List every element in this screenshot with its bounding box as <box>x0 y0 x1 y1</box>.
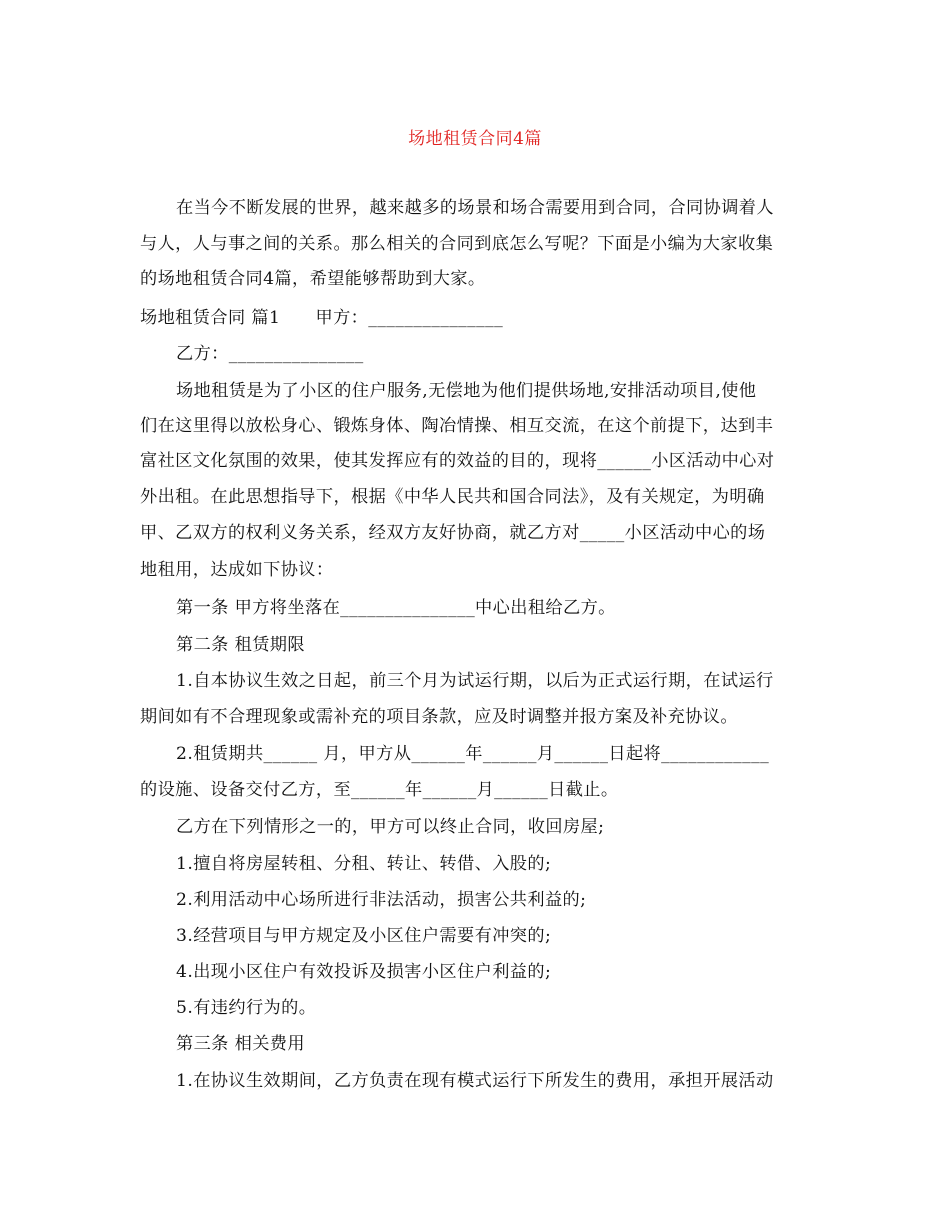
paragraph-line: 与人，人与事之间的关系。那么相关的合同到底怎么写呢？下面是小编为大家收集 <box>140 234 774 254</box>
document-title: 场地租赁合同4篇 <box>408 129 542 149</box>
clause-line: 乙方在下列情形之一的，甲方可以终止合同，收回房屋; <box>176 817 605 837</box>
paragraph-line: 场地租赁是为了小区的住户服务,无偿地为他们提供场地,安排活动项目,使他 <box>176 381 757 401</box>
paragraph-line: 外出租。在此思想指导下，根据《中华人民共和国合同法》，及有关规定，为明确 <box>140 487 765 507</box>
paragraph-line: 地租用，达成如下协议： <box>140 560 334 580</box>
paragraph-line: 在当今不断发展的世界，越来越多的场景和场合需要用到合同，合同协调着人 <box>176 198 774 218</box>
clause-line: 的设施、设备交付乙方，至______年______月______日截止。 <box>140 780 619 800</box>
article-line: 第一条 甲方将坐落在_______________中心出租给乙方。 <box>176 598 616 618</box>
list-item: 1.擅自将房屋转租、分租、转让、转借、入股的; <box>176 854 552 874</box>
article-heading: 第二条 租赁期限 <box>176 635 305 655</box>
clause-line: 1.自本协议生效之日起，前三个月为试运行期，以后为正式运行期，在试运行 <box>176 671 774 691</box>
paragraph-line: 们在这里得以放松身心、锻炼身体、陶冶情操、相互交流，在这个前提下，达到丰 <box>140 416 774 436</box>
contract-heading-line: 场地租赁合同 篇1 甲方：_______________ <box>140 308 504 328</box>
clause-line: 2.租赁期共______ 月，甲方从______年______月______日起将____________ <box>176 744 770 764</box>
paragraph-line: 富社区文化氛围的效果，使其发挥应有的效益的目的，现将______小区活动中心对 <box>140 451 775 471</box>
party-b-line: 乙方：_______________ <box>176 344 364 364</box>
clause-line: 1.在协议生效期间，乙方负责在现有模式运行下所发生的费用，承担开展活动 <box>176 1071 774 1091</box>
paragraph-line: 甲、乙双方的权利义务关系，经双方友好协商，就乙方对_____小区活动中心的场 <box>140 523 766 543</box>
list-item: 5.有违约行为的。 <box>176 998 317 1018</box>
list-item: 3.经营项目与甲方规定及小区住户需要有冲突的; <box>176 926 552 946</box>
clause-line: 期间如有不合理现象或需补充的项目条款，应及时调整并报方案及补充协议。 <box>140 707 738 727</box>
list-item: 4.出现小区住户有效投诉及损害小区住户利益的; <box>176 962 552 982</box>
list-item: 2.利用活动中心场所进行非法活动，损害公共利益的; <box>176 890 587 910</box>
paragraph-line: 的场地租赁合同4篇，希望能够帮助到大家。 <box>140 269 486 289</box>
article-heading: 第三条 相关费用 <box>176 1034 305 1054</box>
